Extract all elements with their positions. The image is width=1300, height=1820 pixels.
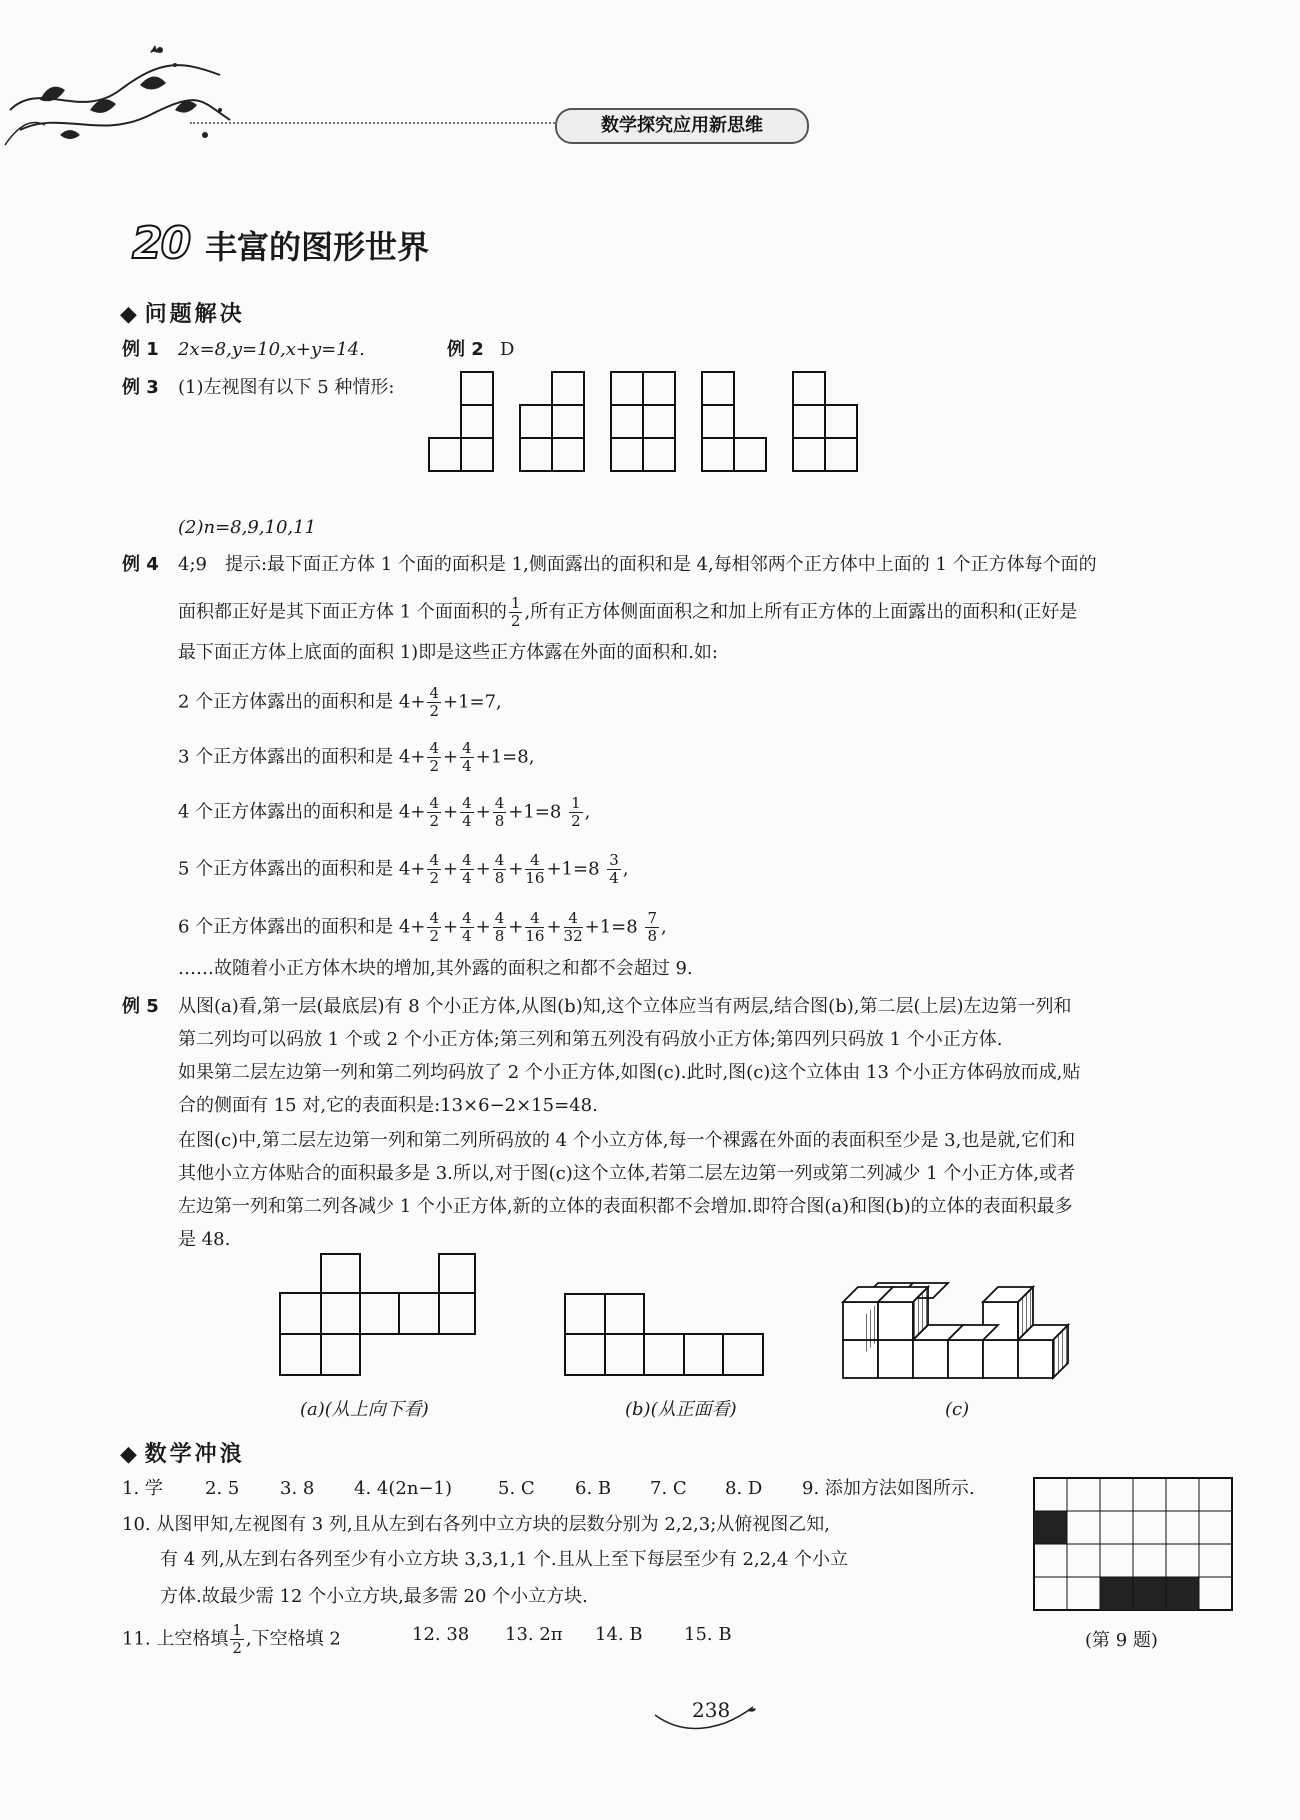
example-label: 例 1	[122, 339, 159, 360]
page-number-swash-icon	[650, 1705, 760, 1735]
page-number: 238	[692, 1698, 731, 1722]
chapter-title: 丰富的图形世界	[205, 228, 430, 266]
answer: 6. B	[575, 1478, 612, 1499]
figure-b-front-view	[563, 1292, 767, 1378]
example-text: 左边第一列和第二列各减少 1 个小正方体,新的立体的表面积都不会增加.即符合图(a)和图(b)的立体的表面积最多	[178, 1196, 1073, 1217]
answer: 2. 5	[205, 1478, 240, 1499]
figure-c-cube-stack	[838, 1258, 1078, 1383]
section-title: 问题解决	[144, 302, 245, 327]
answer: 11. 上空格填 $\frac{1}{2}$ ,下空格填 2	[122, 1621, 341, 1657]
figure-caption: (第 9 题)	[1085, 1630, 1158, 1651]
figure-caption: (a)(从上向下看)	[300, 1399, 429, 1420]
example-label: 例 4	[122, 554, 159, 575]
answer: 13. 2π	[505, 1624, 563, 1645]
answer: 有 4 列,从左到右各列至少有小立方块 3,3,1,1 个.且从上至下每层至少有 2,2,4 个小立	[160, 1549, 848, 1570]
example-label: 例 5	[122, 996, 159, 1017]
answer: 5. C	[498, 1478, 535, 1499]
formula-row: 4 个正方体露出的面积和是 4+ $\frac{4}{2}$ + $\frac{4}{4}$ + $\frac{4}{8}$ +1=8 $\frac{1}{2}$ ,	[178, 794, 591, 830]
answer: 4. 4(2n−1)	[354, 1478, 452, 1499]
formula-row: 3 个正方体露出的面积和是 4+ $\frac{4}{2}$ + $\frac{4}{4}$ +1=8,	[178, 739, 535, 775]
answer: 方体.故最少需 12 个小立方块,最多需 20 个小立方块.	[160, 1586, 588, 1607]
answer: 3. 8	[280, 1478, 315, 1499]
answer: 15. B	[684, 1624, 732, 1645]
figure-caption: (c)	[945, 1399, 970, 1420]
left-view-option-3	[611, 372, 675, 471]
left-view-options-figure	[425, 370, 865, 475]
left-view-option-2	[520, 372, 584, 471]
example-text: 从图(a)看,第一层(最底层)有 8 个小正方体,从图(b)知,这个立体应当有两层,结合图(b),第二层(上层)左边第一列和	[178, 996, 1072, 1017]
example-label: 例 3	[122, 377, 159, 398]
formula-row: 6 个正方体露出的面积和是 4+ $\frac{4}{2}$ + $\frac{4}{4}$ + $\frac{4}{8}$ + $\frac{4}{16}$ + $\frac{4}{32}$ +1=8 $\frac{7}{8}$ ,	[178, 909, 667, 945]
left-view-option-4	[702, 372, 766, 471]
example-text: 最下面正方体上底面的面积 1)即是这些正方体露在外面的面积和.如:	[178, 642, 718, 663]
example-text: (2)n=8,9,10,11	[178, 517, 317, 538]
header-rule	[190, 122, 555, 124]
example-text: 第二列均可以码放 1 个或 2 个小正方体;第三列和第五列没有码放小正方体;第四列只码放 1 个小正方体.	[178, 1029, 1003, 1050]
answer: 1. 学	[122, 1478, 163, 1499]
problem-9-grid-figure	[1032, 1476, 1234, 1612]
series-title-badge: 数学探究应用新思维	[555, 108, 809, 144]
example-label: 例 2	[447, 339, 484, 360]
answer: 14. B	[595, 1624, 643, 1645]
example-text: 2x=8,y=10,x+y=14.	[178, 339, 365, 360]
section-title: 数学冲浪	[144, 1442, 245, 1467]
text-segment: 面积都正好是其下面正方体 1 个面面积的	[178, 601, 507, 623]
example-text: ……故随着小正方体木块的增加,其外露的面积之和都不会超过 9.	[178, 958, 693, 979]
left-view-option-1	[429, 372, 493, 471]
example-text: 在图(c)中,第二层左边第一列和第二列所码放的 4 个小立方体,每一个裸露在外面的表面积至少是 3,也是就,它们和	[178, 1130, 1076, 1151]
example-text: 其他小立方体贴合的面积最多是 3.所以,对于图(c)这个立体,若第二层左边第一列或第二列减少 1 个小正方体,或者	[178, 1163, 1076, 1184]
diamond-bullet-icon: ◆	[120, 302, 137, 327]
diamond-bullet-icon: ◆	[120, 1442, 137, 1467]
example-text: (1)左视图有以下 5 种情形:	[178, 377, 395, 398]
answer: 9. 添加方法如图所示.	[802, 1478, 975, 1499]
chapter-number: 20	[132, 218, 190, 269]
left-view-option-5	[793, 372, 857, 471]
formula-row: 2 个正方体露出的面积和是 4+ $\frac{4}{2}$ +1=7,	[178, 684, 502, 720]
section-heading-math-surfing	[120, 1437, 245, 1468]
example-text: 是 48.	[178, 1229, 231, 1250]
example-text: 4;9 提示:最下面正方体 1 个面的面积是 1,侧面露出的面积和是 4,每相邻两个正方体中上面的 1 个正方体每个面的	[178, 554, 1097, 575]
answer: 8. D	[725, 1478, 763, 1499]
example-text	[178, 595, 1077, 630]
example-text: D	[500, 339, 515, 360]
fraction: $\frac{1}{2}$	[510, 594, 521, 630]
figure-a-top-view	[278, 1252, 478, 1378]
answer: 12. 38	[412, 1624, 470, 1645]
figure-caption: (b)(从正面看)	[625, 1399, 737, 1420]
example-text: 如果第二层左边第一列和第二列均码放了 2 个小正方体,如图(c).此时,图(c)这个立体由 13 个小正方体码放而成,贴	[178, 1062, 1081, 1083]
formula-row: 5 个正方体露出的面积和是 4+ $\frac{4}{2}$ + $\frac{4}{4}$ + $\frac{4}{8}$ + $\frac{4}{16}$ +1=8 $\frac{3}{4}$ ,	[178, 851, 629, 887]
answer: 7. C	[650, 1478, 687, 1499]
floral-ornament-icon	[0, 40, 240, 150]
answer: 10. 从图甲知,左视图有 3 列,且从左到右各列中立方块的层数分别为 2,2,3;从俯视图乙知,	[122, 1514, 830, 1535]
section-heading-problem-solving	[120, 297, 245, 328]
text-segment: ,所有正方体侧面面积之和加上所有正方体的上面露出的面积和(正好是	[524, 601, 1078, 623]
example-text: 合的侧面有 15 对,它的表面积是:13×6−2×15=48.	[178, 1095, 598, 1116]
